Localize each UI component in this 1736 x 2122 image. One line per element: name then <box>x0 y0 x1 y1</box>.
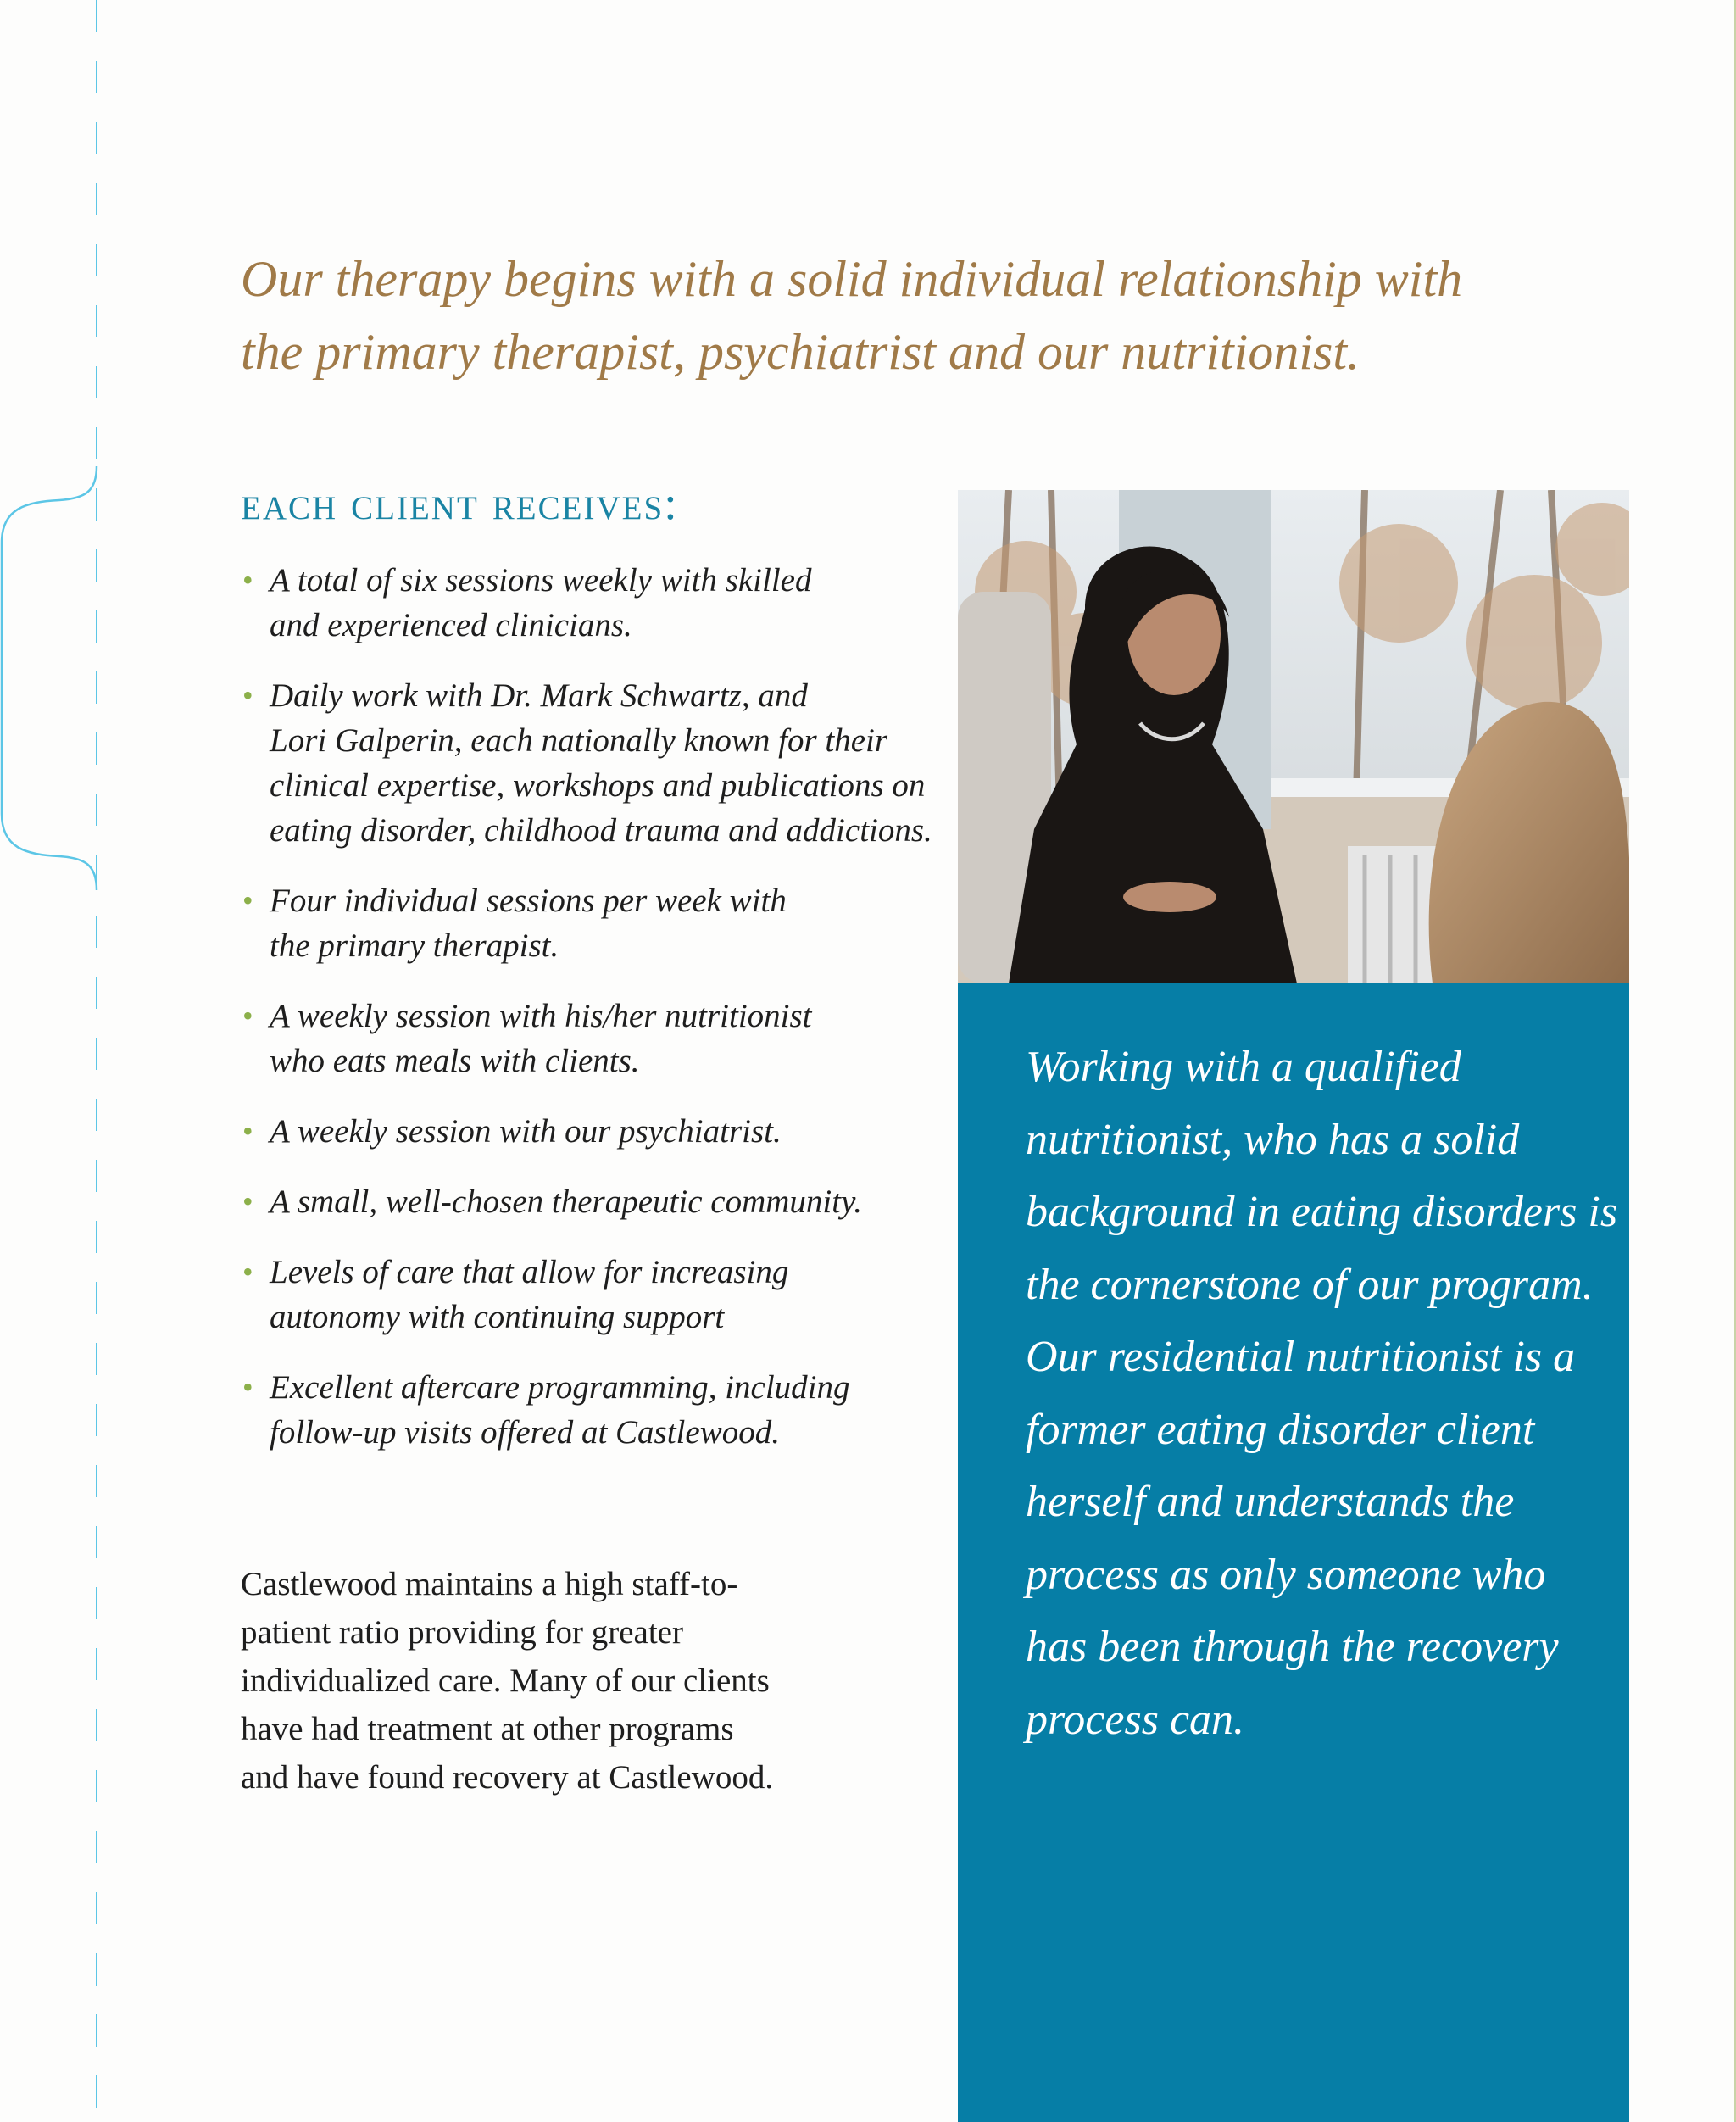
nutritionist-quote <box>1026 1031 1619 1756</box>
list-item <box>241 1179 919 1224</box>
list-item <box>241 673 932 853</box>
list-item-line: A weekly session with his/her nutritionist <box>270 998 812 1034</box>
list-item-line: Four individual sessions per week with <box>270 883 787 919</box>
list-item <box>241 1365 919 1455</box>
list-item-line: clinical expertise, workshops and publications on <box>270 767 926 804</box>
therapist-consultation-photo <box>958 490 1629 983</box>
list-item <box>241 558 919 648</box>
list-item <box>241 1109 919 1154</box>
list-item-line: Lori Galperin, each nationally known for their <box>270 722 888 759</box>
list-item <box>241 878 919 968</box>
quote-line: former eating disorder client <box>1026 1405 1535 1454</box>
bullet-icon: • <box>242 1184 253 1218</box>
nutritionist-quote-box <box>958 983 1629 2122</box>
list-item-line: A weekly session with our psychiatrist. <box>270 1113 782 1150</box>
staff-ratio-paragraph <box>241 1560 902 1802</box>
paragraph-line: have had treatment at other programs <box>241 1711 734 1747</box>
bullet-icon: • <box>242 678 253 712</box>
paragraph-line: Castlewood maintains a high staff-to- <box>241 1566 738 1602</box>
curly-brace-icon <box>0 449 102 907</box>
list-item-line: follow-up visits offered at Castlewood. <box>270 1414 780 1451</box>
dashed-margin-rule-icon <box>95 0 98 2122</box>
list-item-line: autonomy with continuing support <box>270 1299 725 1335</box>
list-item-line: Excellent aftercare programming, including <box>270 1369 850 1406</box>
quote-line: Our residential nutritionist is a <box>1026 1333 1576 1381</box>
bullet-icon: • <box>242 1255 253 1289</box>
paragraph-line: and have found recovery at Castlewood. <box>241 1759 774 1796</box>
client-benefits-list <box>241 558 932 1480</box>
list-item <box>241 994 919 1083</box>
list-item-line: A small, well-chosen therapeutic community. <box>270 1184 862 1220</box>
list-item-line: who eats meals with clients. <box>270 1043 640 1079</box>
list-item <box>241 1250 919 1339</box>
list-item-line: A total of six sessions weekly with skilled <box>270 562 812 599</box>
bullet-icon: • <box>242 999 253 1033</box>
bullet-icon: • <box>242 1114 253 1148</box>
paragraph-line: patient ratio providing for greater <box>241 1614 683 1651</box>
bullet-icon: • <box>242 883 253 917</box>
intro-line: Our therapy begins with a solid individual relationship with <box>241 251 1463 307</box>
quote-line: the cornerstone of our program. <box>1026 1260 1594 1309</box>
quote-line: process as only someone who <box>1026 1550 1546 1599</box>
quote-line: has been through the recovery <box>1026 1623 1559 1671</box>
paragraph-line: individualized care. Many of our clients <box>241 1663 770 1699</box>
list-item-line: the primary therapist. <box>270 927 559 964</box>
quote-line: process can. <box>1026 1695 1245 1744</box>
quote-line: background in eating disorders is <box>1026 1188 1618 1236</box>
photo-illustration-icon <box>958 490 1629 983</box>
quote-line: Working with a qualified <box>1026 1043 1461 1091</box>
bullet-icon: • <box>242 563 253 597</box>
intro-statement <box>241 242 1512 388</box>
intro-line: the primary therapist, psychiatrist and our nutritionist. <box>241 324 1360 380</box>
list-item-line: and experienced clinicians. <box>270 607 632 643</box>
list-item-line: eating disorder, childhood trauma and addictions. <box>270 812 932 849</box>
bullet-icon: • <box>242 1370 253 1404</box>
list-item-line: Levels of care that allow for increasing <box>270 1254 789 1290</box>
section-heading: each client receives: <box>241 477 679 530</box>
quote-line: herself and understands the <box>1026 1478 1515 1526</box>
quote-line: nutritionist, who has a solid <box>1026 1115 1520 1164</box>
list-item-line: Daily work with Dr. Mark Schwartz, and <box>270 677 808 714</box>
